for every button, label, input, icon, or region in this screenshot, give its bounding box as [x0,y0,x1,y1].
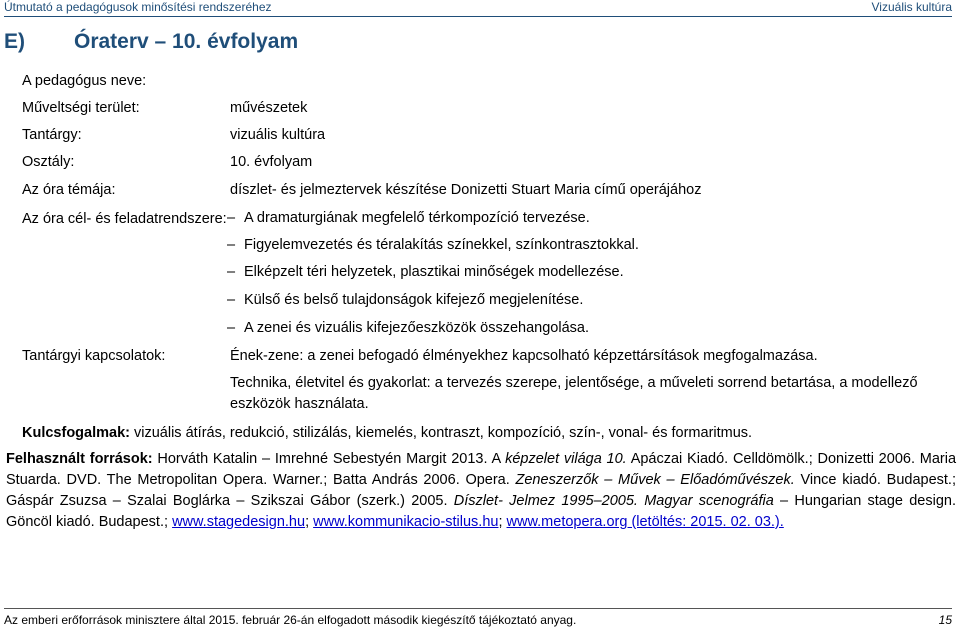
header-document-title: Útmutató a pedagógusok minősítési rendszeréhez [4,0,272,14]
goal-item: – Figyelemvezetés és téralakítás színekkel, színkontrasztokkal. [227,237,639,253]
keywords-label: Kulcsfogalmak: [22,425,130,441]
page-number: 15 [938,613,952,627]
field-value: 10. évfolyam [230,154,313,170]
page-title [4,30,298,54]
goal-text: Figyelemvezetés és téralakítás színekkel, színkontrasztokkal. [244,237,639,253]
page-header [0,0,960,17]
goal-text: A zenei és vizuális kifejezőeszközök összehangolása. [244,320,589,336]
goal-item: – Elképzelt téri helyzetek, plasztikai minőségek modellezése. [227,264,624,280]
goal-item: – A dramaturgiának megfelelő térkompozíció tervezése. [227,210,590,226]
footer-divider [4,608,952,609]
goal-text: Elképzelt téri helyzetek, plasztikai minőségek modellezése. [244,264,624,280]
sources-label: Felhasznált források: [6,451,153,467]
field-label: Az óra témája: [22,182,116,198]
keywords-paragraph [22,423,942,444]
goal-item: – A zenei és vizuális kifejezőeszközök összehangolása. [227,320,589,336]
keywords-text: vizuális átírás, redukció, stilizálás, kiemelés, kontraszt, kompozíció, szín-, vonal- és formaritmus. [129,425,753,441]
sources-paragraph: Felhasznált források: Horváth Katalin – Imrehné Sebestyén Margit 2013. A képzelet világa 10. Apáczai Kiadó. Celldömölk.; Donizetti 2006. Maria Stuarda. DVD. The Metropolitan Opera. Warner.; Batta András 2006. Opera. Zeneszerzők – Művek – Előadóművészek. Vince kiadó. Budapest.; Gáspár Zsuzsa – Szalai Boglárka – Szikszai Gábor (szerk.) 2005. Díszlet- Jelmez 1995–2005. Magyar scenográfia – Hungarian stage design. Göncöl kiadó. Budapest.; www.stagedesign.hu; www.kommunikacio-stilus.hu; www.metopera.org (letöltés: 2015. 02. 03.). [6,451,957,530]
relation-music: Ének-zene: a zenei befogadó élményekhez kapcsolható képzettársítások megfogalmazása. [230,348,818,364]
field-value: művészetek [230,100,308,116]
sources-text: Vince kiadó. Budapest.; Gáspár Zsuzsa – Szalai Boglárka – Szikszai Gábor (szerk.) 2005. [6,472,956,509]
relations-label: Tantárgyi kapcsolatok: [22,348,166,364]
header-subject: Vizuális kultúra [871,0,952,14]
sources-text: Horváth Katalin – Imrehné Sebestyén Margit 2013. A [152,451,506,467]
link-kommunikacio-stilus[interactable]: www.kommunikacio-stilus.hu [313,514,499,530]
sources-text: – Hungarian stage design. Göncöl kiadó. Budapest.; [6,493,956,530]
field-label: Tantárgy: [22,127,82,143]
header-divider [4,16,952,17]
title-text: Óraterv – 10. évfolyam [74,30,299,53]
field-value: vizuális kultúra [230,127,326,143]
title-letter: E) [4,30,25,53]
goal-text: A dramaturgiának megfelelő térkompozíció tervezése. [244,210,590,226]
sources-title: Zeneszerzők – Művek – Előadóművészek. [515,472,795,488]
field-label: A pedagógus neve: [22,73,147,89]
sources-title: Díszlet- Jelmez 1995–2005. Magyar scenográfia [453,493,774,509]
sources-title: képzelet világa 10. [505,451,627,467]
sources-text: Apáczai Kiadó. Celldömölk.; Donizetti 2006. Maria Stuarda. DVD. The Metropolitan Opera. Warner.; Batta András 2006. Opera. [6,451,957,488]
goal-item: – Külső és belső tulajdonságok kifejező megjelenítése. [227,292,584,308]
relation-technology: Technika, életvitel és gyakorlat: a tervezés szerepe, jelentősége, a műveleti sorrend betartása, a modellező eszközök használata. [230,375,918,412]
footer-text: Az emberi erőforrások minisztere által 2015. február 26-án elfogadott második kiegészítő tájékoztató anyag. [4,613,577,627]
field-value: díszlet- és jelmeztervek készítése Donizetti Stuart Maria című operájához [230,182,702,198]
link-stagedesign[interactable]: www.stagedesign.hu [172,514,306,530]
link-metopera[interactable]: www.metopera.org (letöltés: 2015. 02. 03.). [506,514,784,530]
field-label: Műveltségi terület: [22,100,140,116]
field-label: Osztály: [22,154,75,170]
goals-label: Az óra cél- és feladatrendszere: [22,211,227,227]
goal-text: Külső és belső tulajdonságok kifejező megjelenítése. [244,292,584,308]
